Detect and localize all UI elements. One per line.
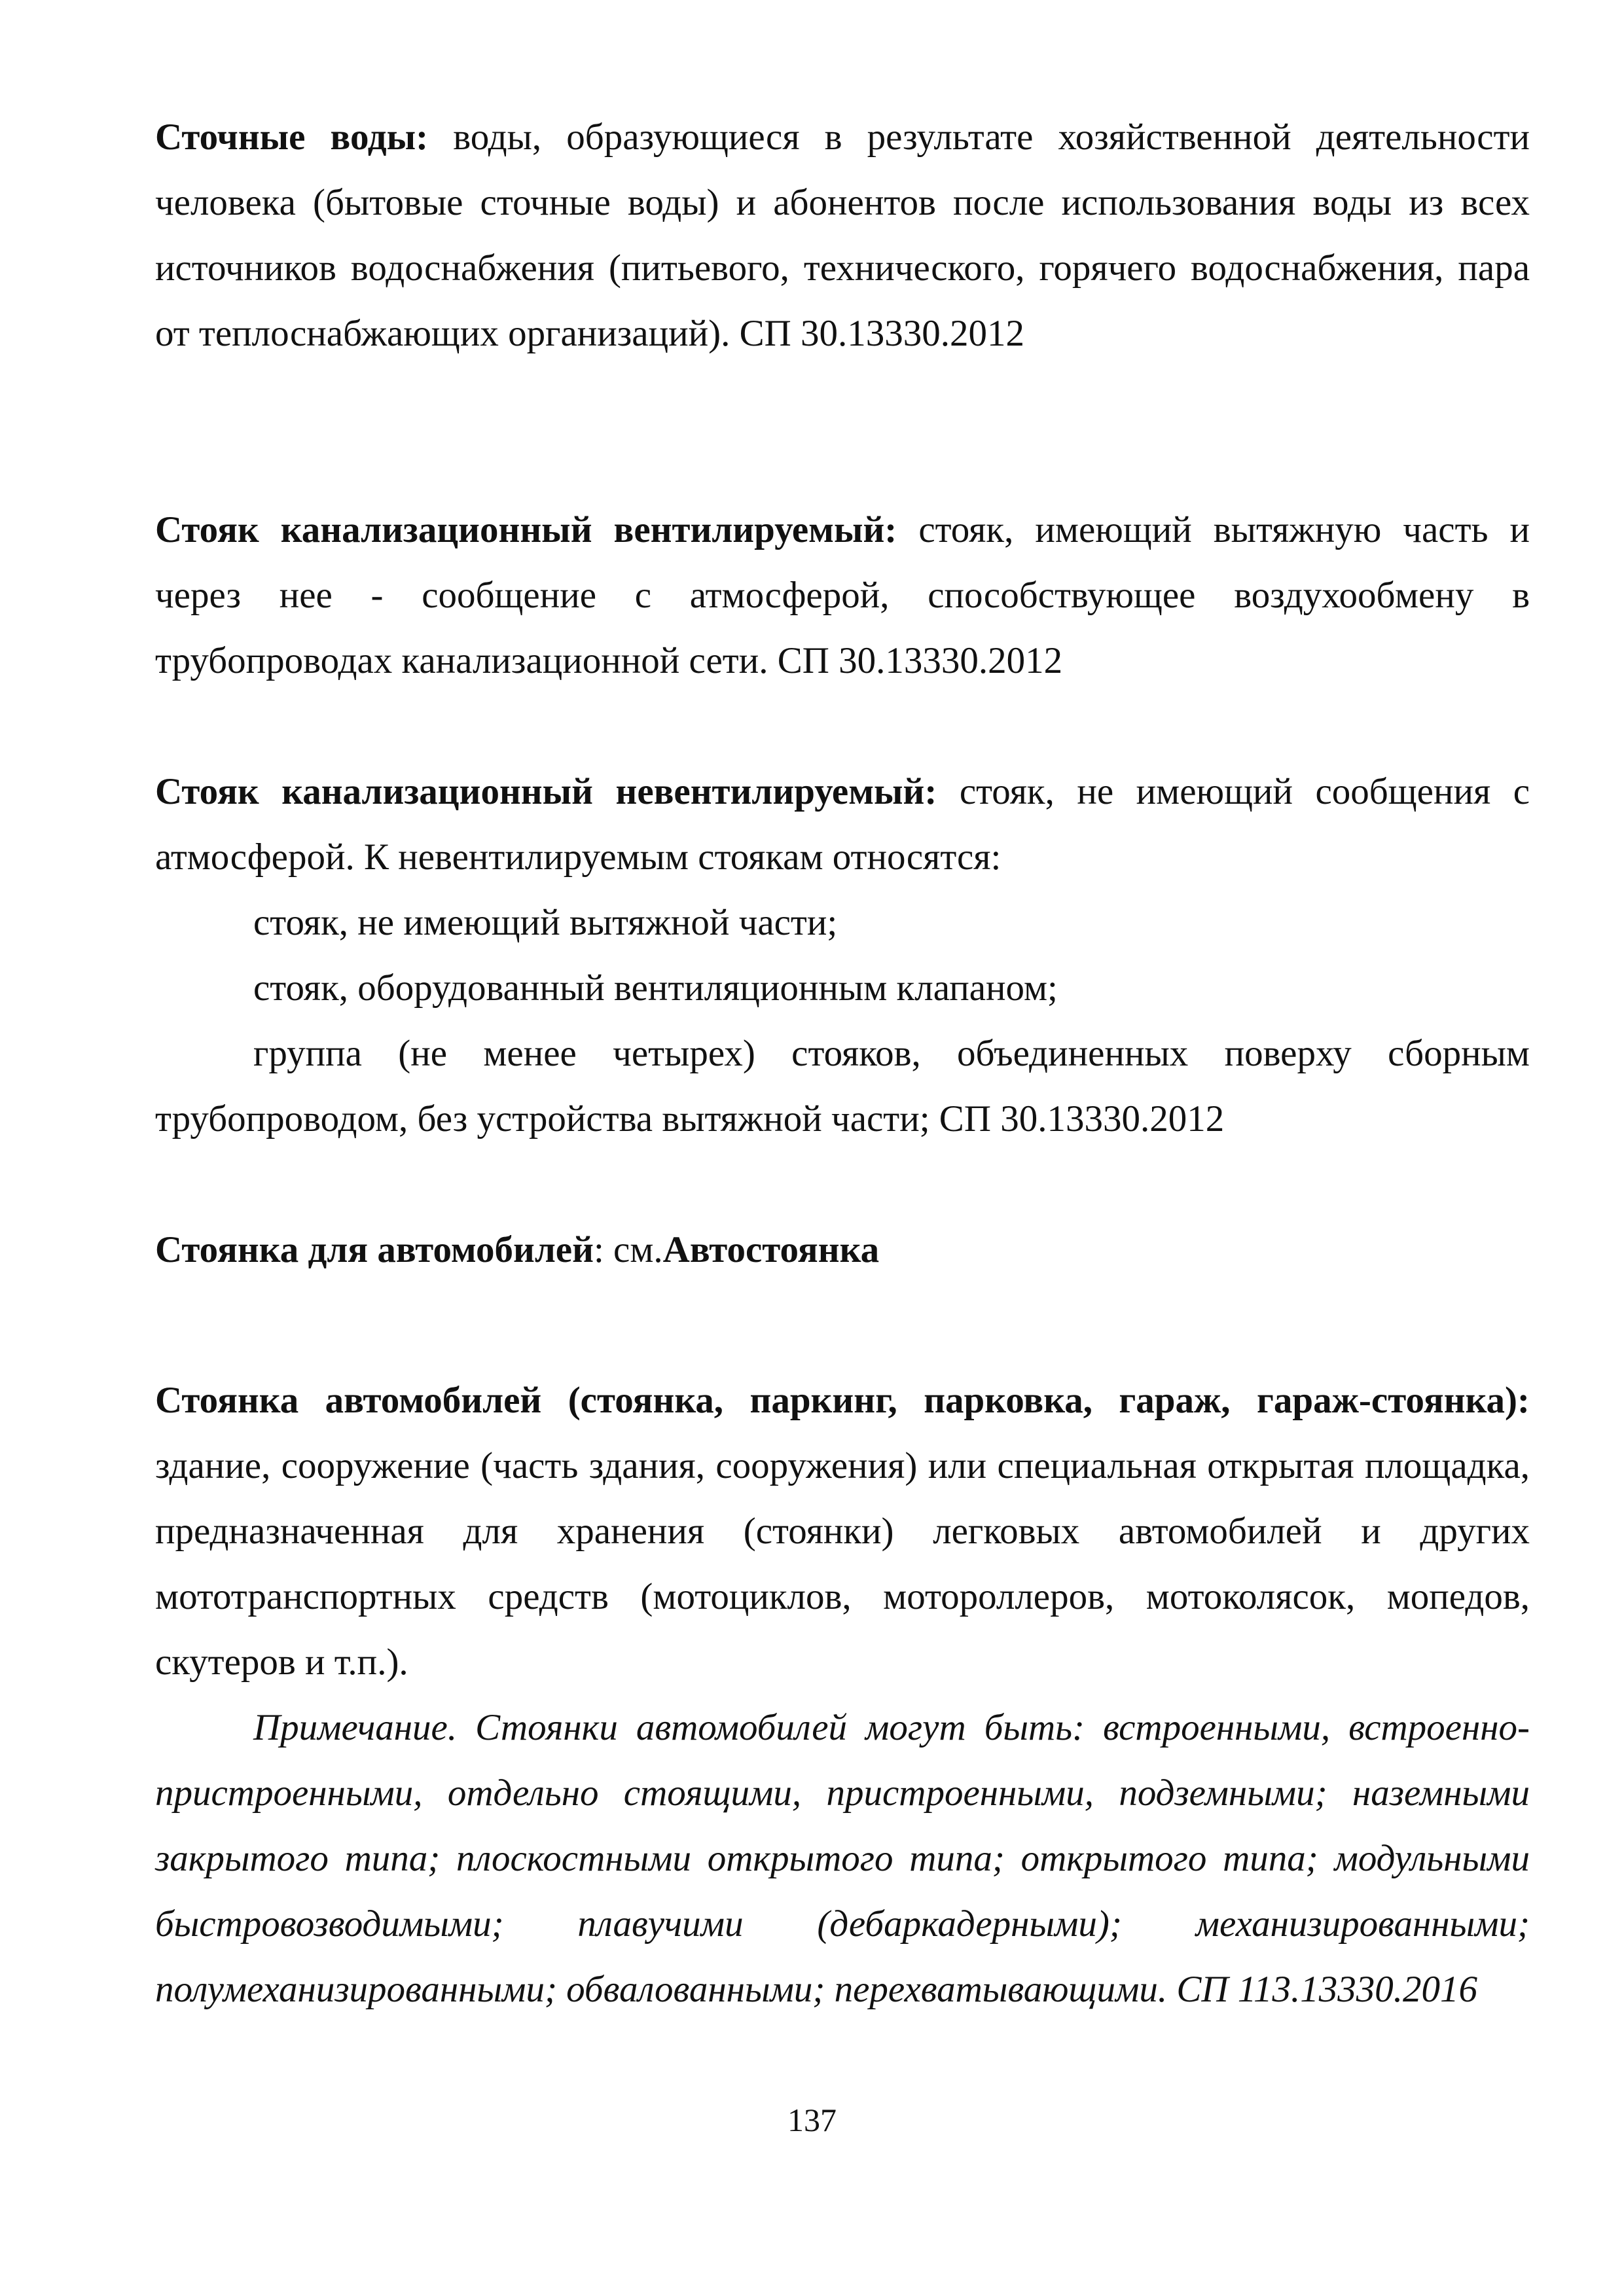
definition-paragraph: [155, 1368, 1530, 1695]
definition-text: стояк, имеющий вытяжную часть и через нее - сообщение с атмосферой, способствующее воздухообмену в трубопроводах канализационной сети. СП 30.13330.2012: [155, 509, 1530, 681]
term: Стояк канализационный невентилируемый:: [155, 771, 937, 812]
list-item: группа (не менее четырех) стояков, объединенных поверху сборным трубопроводом, без устройства вытяжной части; СП 30.13330.2012: [155, 1033, 1530, 1139]
definition-paragraph: [155, 759, 1530, 890]
definition-paragraph: [155, 1217, 1530, 1283]
term: Стоянка для автомобилей: [155, 1229, 594, 1270]
term: Стоянка автомобилей (стоянка, паркинг, парковка, гараж, гараж-стоянка):: [155, 1380, 1530, 1421]
entry-stoyanka-dlya-avtomobilei: [155, 1217, 1530, 1283]
term: Стояк канализационный вентилируемый:: [155, 509, 897, 550]
list-item: стояк, оборудованный вентиляционным клапаном;: [253, 967, 1058, 1009]
entry-stoyak-neventiliruemyi: [155, 759, 1530, 1152]
definition-paragraph: [155, 105, 1530, 367]
entry-stochnye-vody: [155, 105, 1530, 367]
definition-text: стояк, не имеющий сообщения с атмосферой. К невентилируемым стоякам относятся:: [155, 771, 1530, 878]
definition-text: воды, образующиеся в результате хозяйственной деятельности человека (бытовые сточные воды) и абонентов после использования воды из всех источников водоснабжения (питьевого, технического, горячего водоснабжения, пара от теплоснабжающих организаций). СП 30.13330.2012: [155, 117, 1530, 354]
definition-text: : см.: [593, 1229, 663, 1270]
entry-stoyak-ventiliruemyi: [155, 497, 1530, 694]
list-item: стояк, не имеющий вытяжной части;: [253, 902, 838, 943]
definition-text: здание, сооружение (часть здания, сооружения) или специальная открытая площадка, предназначенная для хранения (стоянки) легковых автомобилей и других мототранспортных средств (мотоциклов, мотороллеров, мотоколясок, мопедов, скутеров и т.п.).: [155, 1445, 1530, 1683]
cross-reference: Автостоянка: [662, 1229, 880, 1270]
term: Сточные воды:: [155, 117, 429, 158]
definition-paragraph: [155, 497, 1530, 694]
note-paragraph: Примечание. Стоянки автомобилей могут быть: встроенными, встроенно-пристроенными, отдельно стоящими, пристроенными, подземными; наземными закрытого типа; плоскостными открытого типа; открытого типа; модульными быстровозводимыми; плавучими (дебаркадерными); механизированными; полумеханизированными; обвалованными; перехватывающими. СП 113.13330.2016: [155, 1707, 1530, 2010]
page-number: 137: [787, 2102, 837, 2138]
entry-stoyanka-avtomobilei: [155, 1368, 1530, 2022]
